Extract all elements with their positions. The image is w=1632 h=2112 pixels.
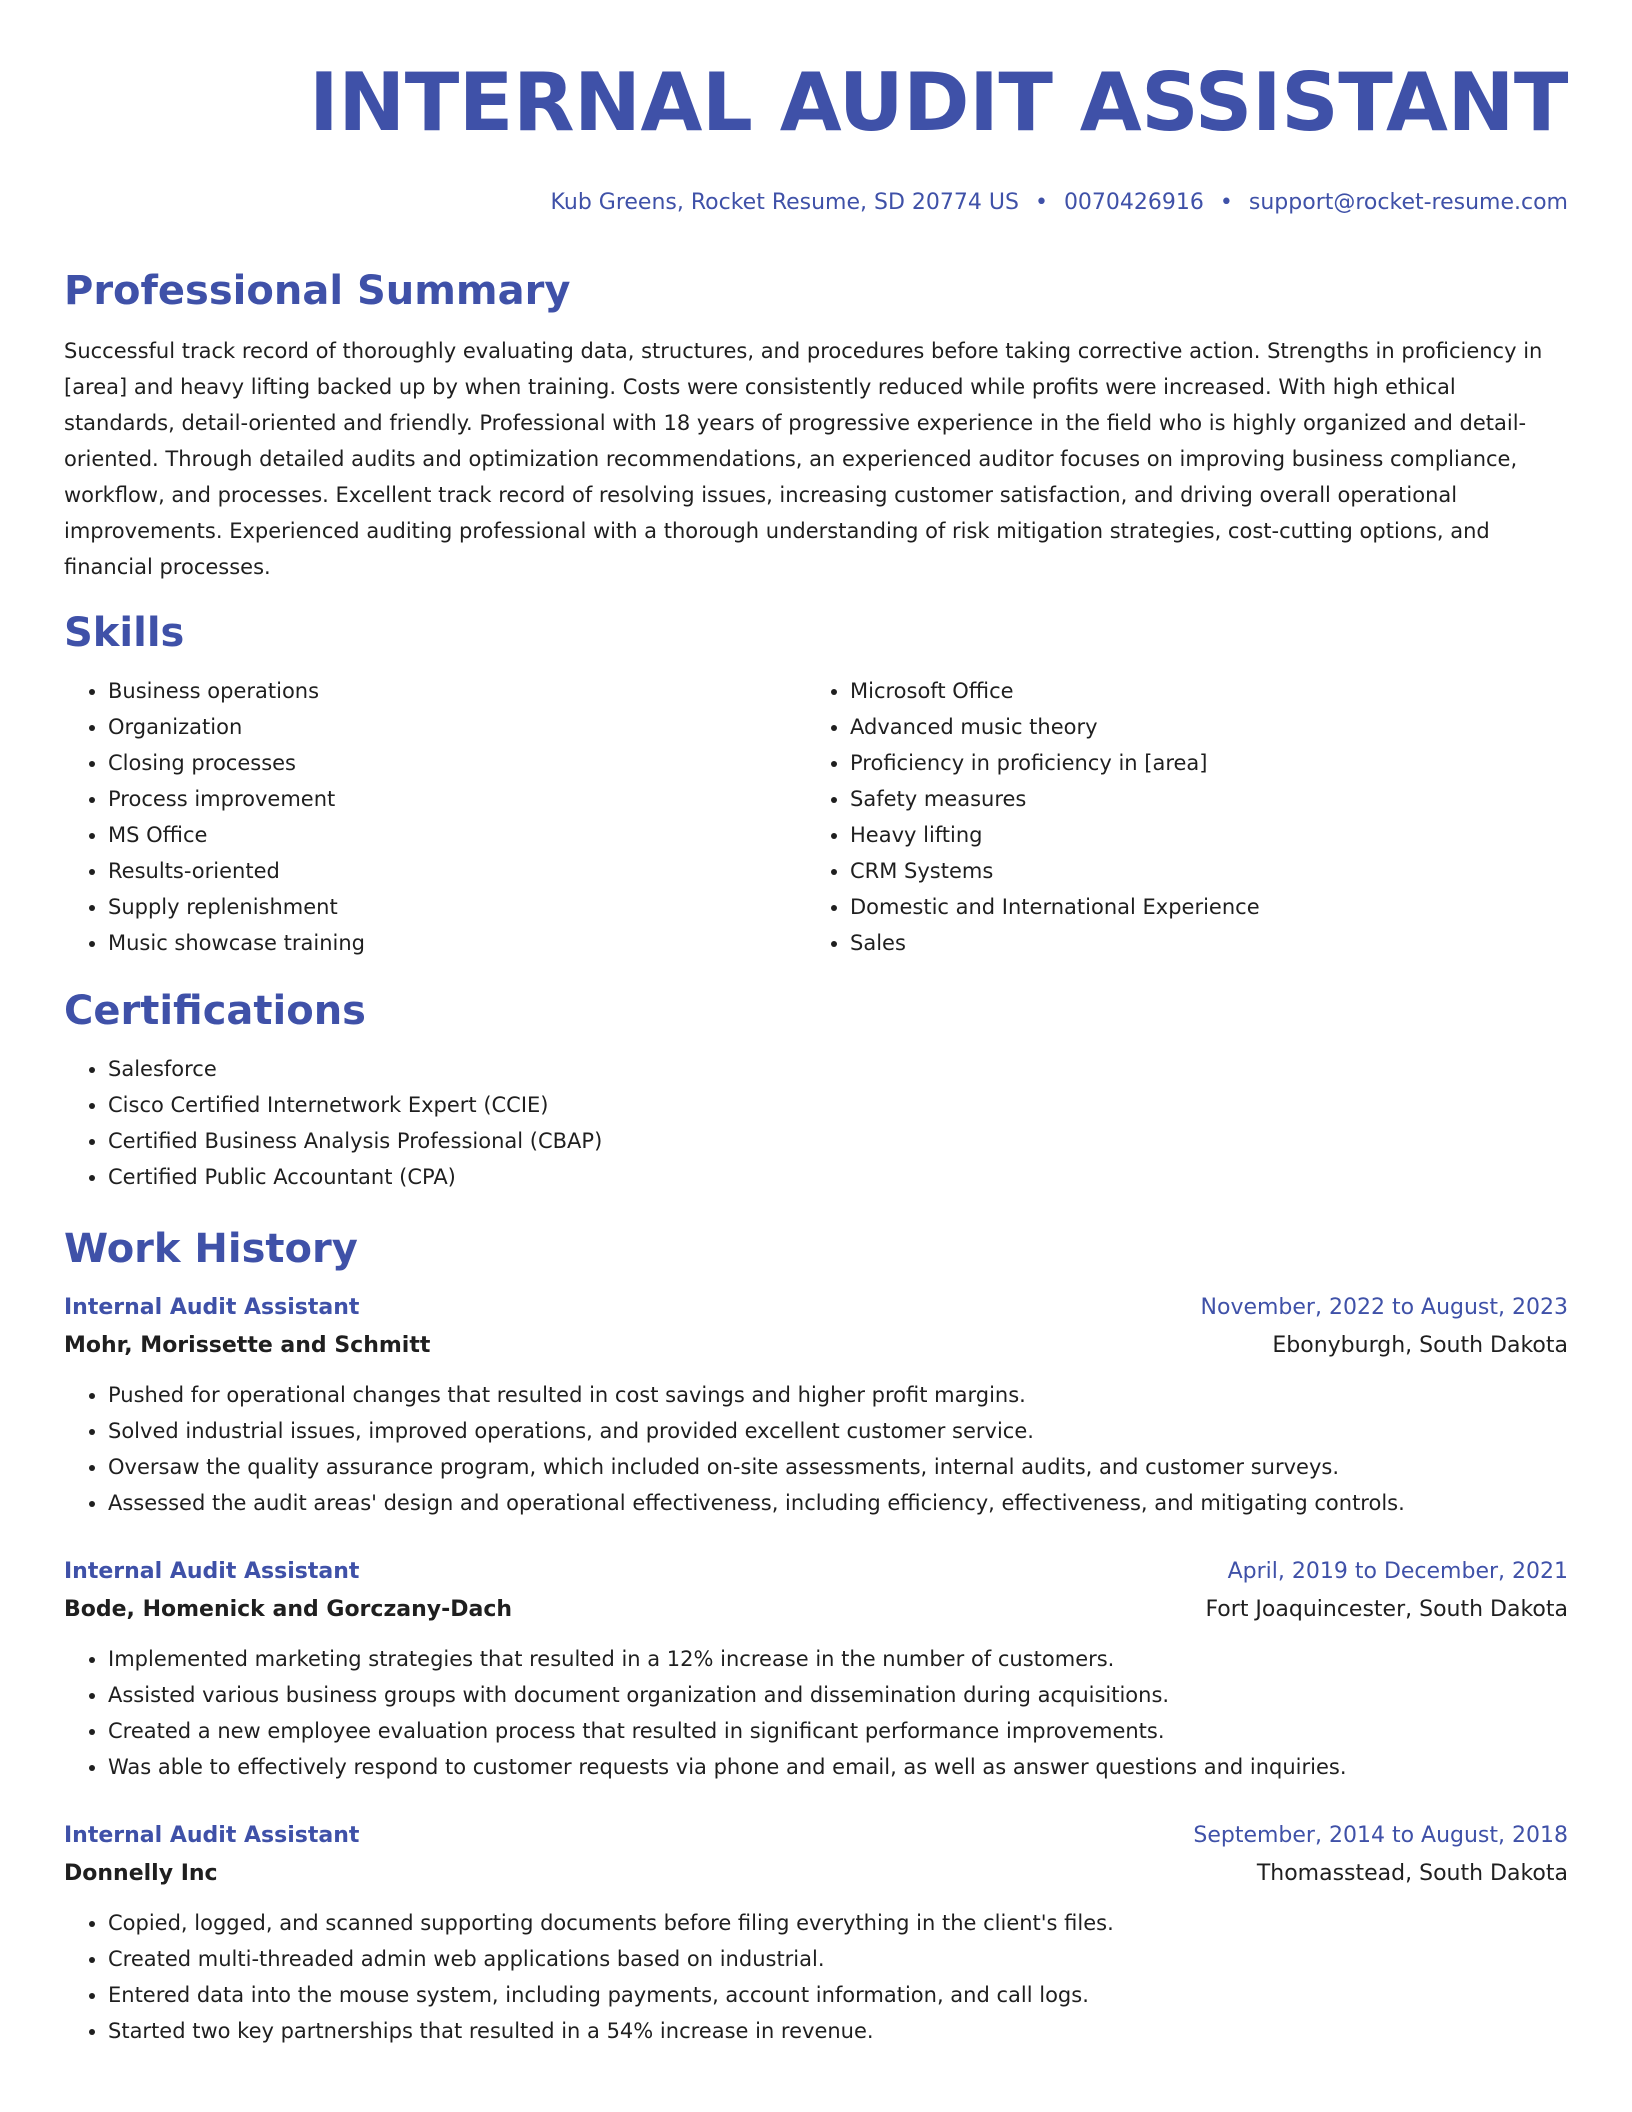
job-location: Thomasstead, South Dakota (1256, 1861, 1568, 1886)
job-entry (64, 1553, 1568, 1785)
job-bullet: • Copied, logged, and scanned supporting documents before filing everything in the client's files. (108, 1905, 1568, 1941)
skill-item: • Heavy lifting (850, 817, 1548, 853)
skill-item: • Closing processes (108, 745, 806, 781)
skill-item: • Supply replenishment (108, 889, 806, 925)
certification-item: • Salesforce (108, 1051, 1568, 1087)
job-bullet: • Assessed the audit areas' design and operational effectiveness, including efficiency, effectiveness, and mitigating controls. (108, 1485, 1568, 1521)
contact-line (64, 190, 1568, 215)
job-entry (64, 1289, 1568, 1521)
job-bullet: • Implemented marketing strategies that resulted in a 12% increase in the number of customers. (108, 1641, 1568, 1677)
certification-item: • Cisco Certified Internetwork Expert (CCIE) (108, 1087, 1568, 1123)
job-title: Internal Audit Assistant (64, 1295, 360, 1320)
skill-item: • Process improvement (108, 781, 806, 817)
resume-page (64, 0, 1568, 2049)
skill-item: • Safety measures (850, 781, 1548, 817)
job-bullet: • Created multi-threaded admin web applications based on industrial. (108, 1941, 1568, 1977)
skills-column-left (64, 673, 806, 961)
work-history-heading: Work History (64, 1226, 358, 1272)
skill-item: • Microsoft Office (850, 673, 1548, 709)
job-title: Internal Audit Assistant (64, 1559, 360, 1584)
job-bullet: • Assisted various business groups with document organization and dissemination during acquisitions. (108, 1677, 1568, 1713)
skills-list (64, 673, 1568, 961)
certifications-list (64, 1051, 1568, 1195)
summary-text: Successful track record of thoroughly evaluating data, structures, and procedures before taking corrective action. Strengths in proficiency in [area] and heavy lifting backed up by when training. Costs were consistently reduced while profits were increased. With high ethical standards, detail-oriented and friendly. Professional with 18 years of progressive experience in the field who is highly organized and detail-oriented. Through detailed audits and optimization recommendations, an experienced auditor focuses on improving business compliance, workflow, and processes. Excellent track record of resolving issues, increasing customer satisfaction, and driving overall operational improvements. Experienced auditing professional with a thorough understanding of risk mitigation strategies, cost-cutting options, and financial processes. (64, 339, 1543, 579)
job-dates: September, 2014 to August, 2018 (1193, 1823, 1568, 1848)
job-company: Donnelly Inc (64, 1861, 218, 1886)
certifications-heading: Certifications (64, 988, 366, 1034)
skill-item: • Advanced music theory (850, 709, 1548, 745)
contact-address: Kub Greens, Rocket Resume, SD 20774 US (550, 190, 1019, 215)
job-bullet: • Created a new employee evaluation process that resulted in significant performance improvements. (108, 1713, 1568, 1749)
job-bullet: • Oversaw the quality assurance program, which included on-site assessments, internal audits, and customer surveys. (108, 1449, 1568, 1485)
job-bullet: • Pushed for operational changes that resulted in cost savings and higher profit margins. (108, 1377, 1568, 1413)
contact-separator: • (1034, 190, 1048, 215)
job-company: Mohr, Morissette and Schmitt (64, 1333, 431, 1358)
job-title: Internal Audit Assistant (64, 1823, 360, 1848)
job-bullet: • Solved industrial issues, improved operations, and provided excellent customer service. (108, 1413, 1568, 1449)
job-company: Bode, Homenick and Gorczany-Dach (64, 1597, 513, 1622)
job-dates: April, 2019 to December, 2021 (1227, 1559, 1568, 1584)
certification-item: • Certified Public Accountant (CPA) (108, 1159, 1568, 1195)
job-location: Ebonyburgh, South Dakota (1272, 1333, 1568, 1358)
job-location: Fort Joaquincester, South Dakota (1205, 1597, 1568, 1622)
job-bullet: • Was able to effectively respond to customer requests via phone and email, as well as answer questions and inquiries. (108, 1749, 1568, 1785)
skills-heading: Skills (64, 610, 185, 656)
job-dates: November, 2022 to August, 2023 (1200, 1295, 1568, 1320)
skills-column-right (806, 673, 1548, 961)
skill-item: • Business operations (108, 673, 806, 709)
skill-item: • Sales (850, 925, 1548, 961)
contact-separator: • (1219, 190, 1233, 215)
contact-phone: 0070426916 (1063, 190, 1204, 215)
skill-item: • Music showcase training (108, 925, 806, 961)
contact-email[interactable]: support@rocket-resume.com (1248, 190, 1568, 215)
certification-item: • Certified Business Analysis Professional (CBAP) (108, 1123, 1568, 1159)
job-bullet: • Started two key partnerships that resulted in a 54% increase in revenue. (108, 2013, 1568, 2049)
skill-item: • MS Office (108, 817, 806, 853)
skill-item: • Proficiency in proficiency in [area] (850, 745, 1548, 781)
summary-heading: Professional Summary (64, 268, 571, 314)
resume-name: INTERNAL AUDIT ASSISTANT (309, 56, 1568, 149)
skill-item: • CRM Systems (850, 853, 1548, 889)
job-bullet: • Entered data into the mouse system, including payments, account information, and call logs. (108, 1977, 1568, 2013)
job-entry (64, 1817, 1568, 2049)
skill-item: • Results-oriented (108, 853, 806, 889)
skill-item: • Organization (108, 709, 806, 745)
skill-item: • Domestic and International Experience (850, 889, 1548, 925)
